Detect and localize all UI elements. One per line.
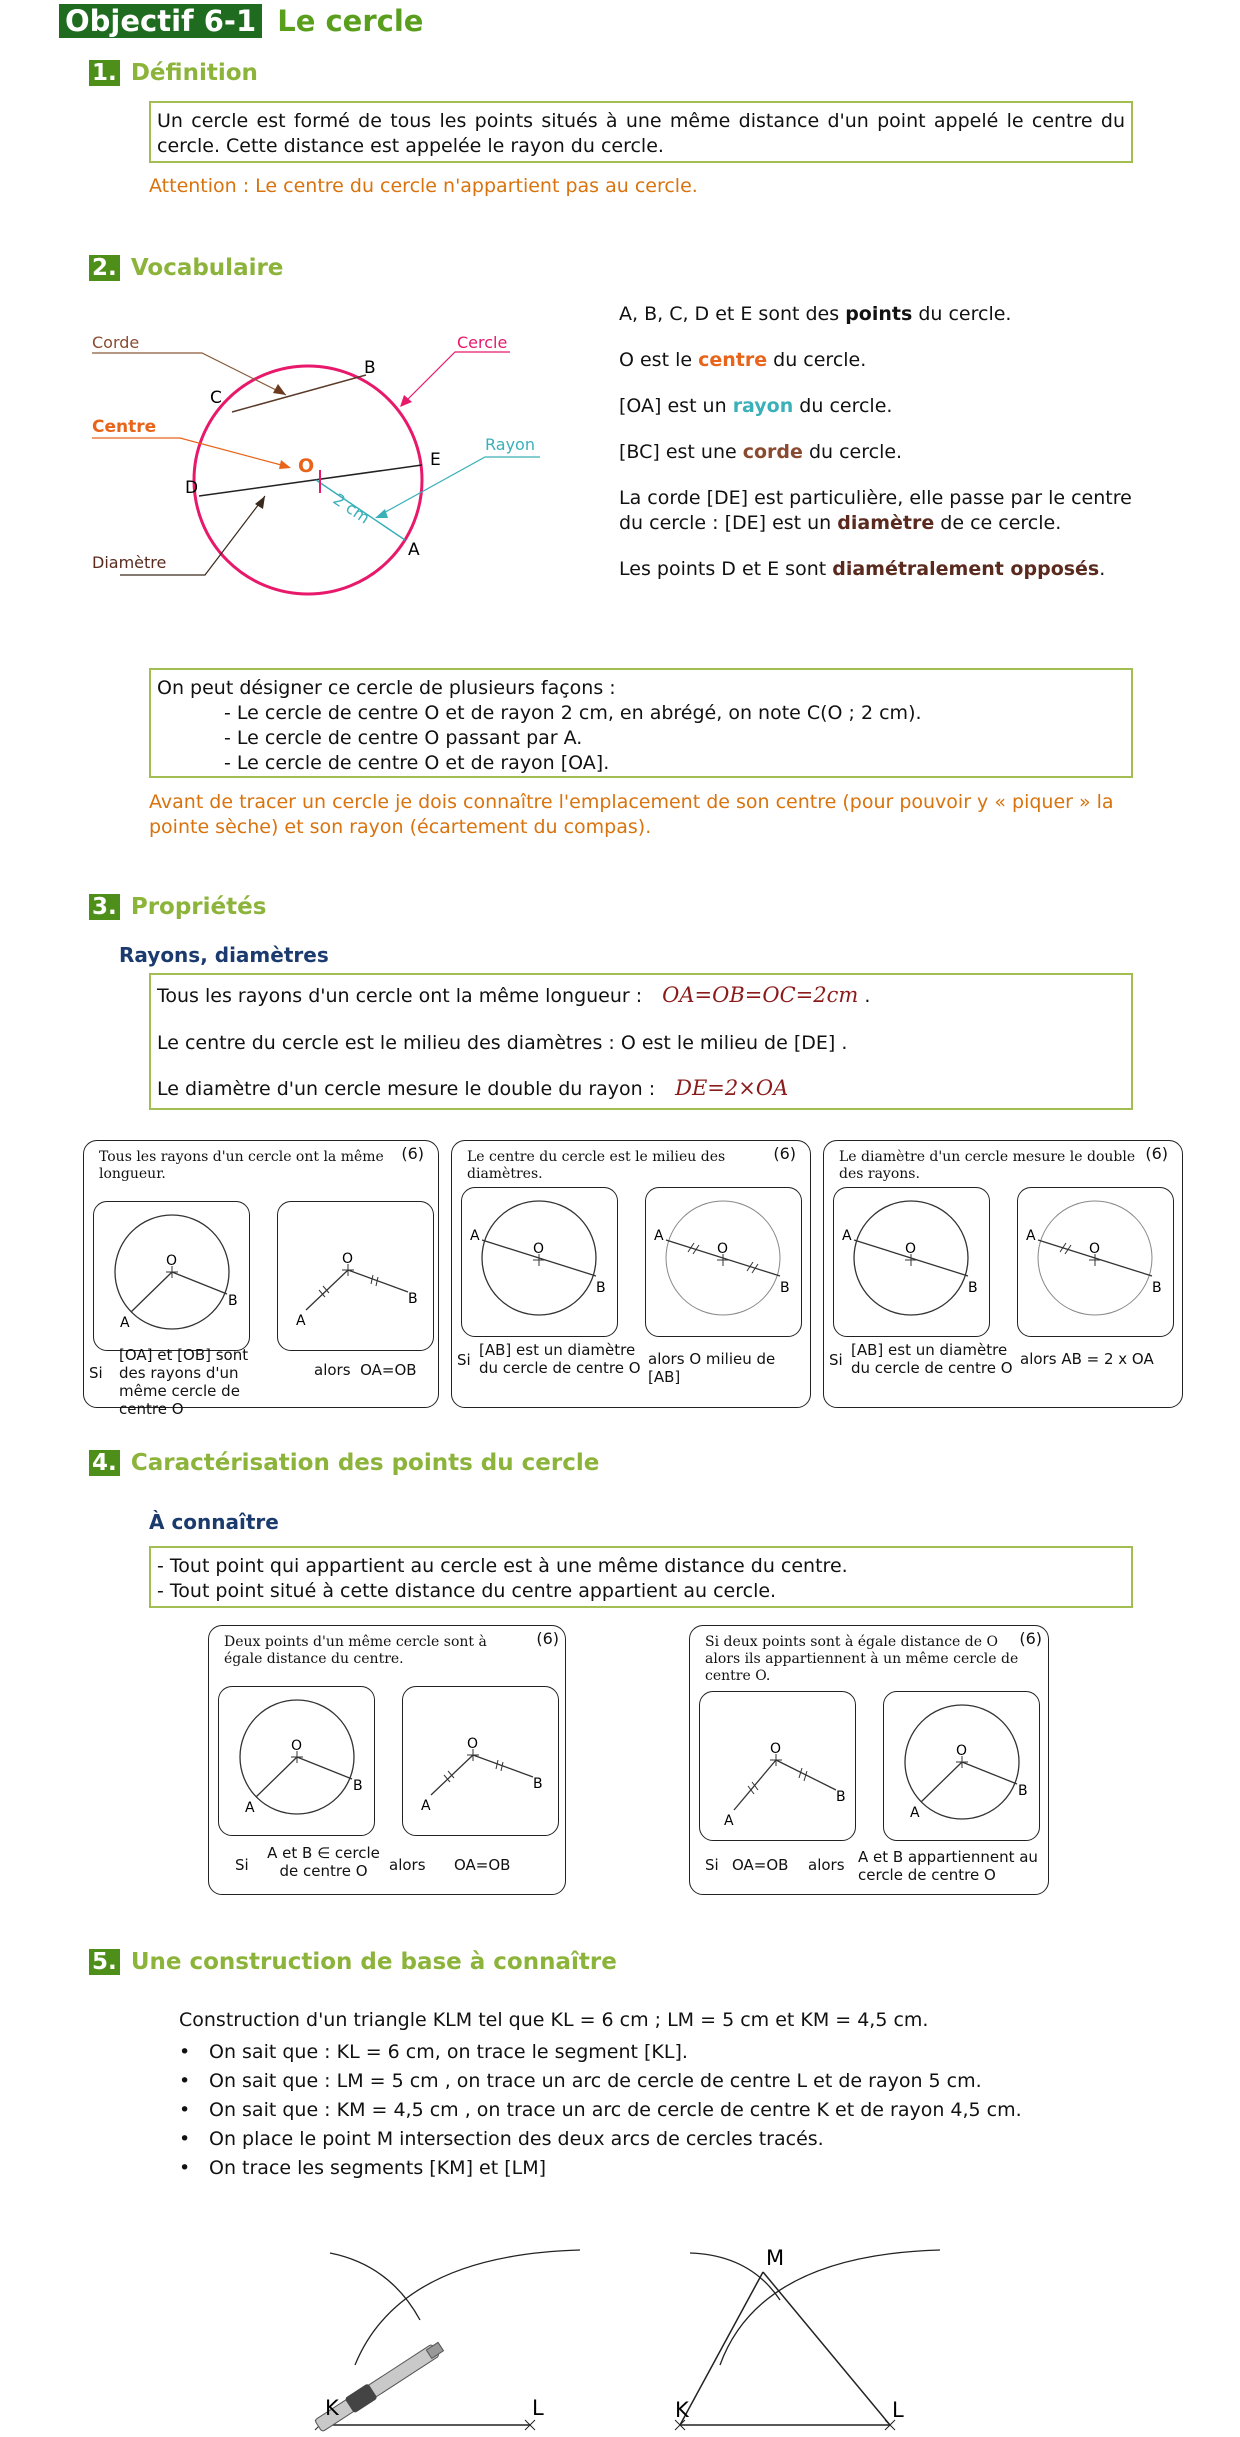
card-caption: Deux points d'un même cercle sont à égale distance du centre. <box>224 1634 487 1667</box>
figure-same-circle <box>218 1686 375 1836</box>
card-si: Si <box>705 1856 719 1874</box>
svg-text:B: B <box>1018 1783 1028 1799</box>
card-si: Si <box>829 1351 843 1369</box>
section-title: Vocabulaire <box>130 255 284 281</box>
svg-text:A: A <box>724 1813 734 1829</box>
card-alors: alors <box>808 1856 845 1874</box>
characterisation-line: - Tout point situé à cette distance du centre appartient au cercle. <box>157 1580 777 1602</box>
definition-note: Attention : Le centre du cercle n'appartient pas au cercle. <box>149 175 698 197</box>
cercle-pointer <box>402 352 510 405</box>
vocab-line: Les points D et E sont diamétralement opposés. <box>619 558 1106 580</box>
svg-text:B: B <box>1152 1280 1162 1296</box>
midpoint-drawing <box>646 1188 800 1335</box>
property-line: Le centre du cercle est le milieu des diamètres : O est le milieu de [DE] . <box>157 1032 848 1054</box>
section-number: 2. <box>89 255 120 281</box>
label-rayon: Rayon <box>485 435 535 454</box>
figure-double <box>1017 1187 1174 1337</box>
svg-text:O: O <box>956 1743 968 1759</box>
point-b: B <box>364 358 376 378</box>
svg-text:B: B <box>533 1776 543 1792</box>
designation-item: - Le cercle de centre O et de rayon 2 cm, en abrégé, on note C(O ; 2 cm). <box>224 702 922 724</box>
vocabulary-list <box>619 302 1139 582</box>
equal-distance-drawing <box>403 1687 557 1834</box>
card-condition: [OA] et [OB] sont des rayons d'un même cercle de centre O <box>119 1346 249 1418</box>
label-corde: Corde <box>92 333 140 352</box>
svg-text:B: B <box>968 1280 978 1296</box>
on-circle-drawing <box>884 1692 1038 1839</box>
svg-text:O: O <box>166 1253 178 1269</box>
point-o: O <box>298 455 315 477</box>
svg-text:A: A <box>245 1800 255 1816</box>
double-drawing <box>1018 1188 1172 1335</box>
copyright-mark: (6) <box>773 1144 796 1163</box>
svg-text:B: B <box>836 1789 846 1805</box>
card-si: Si <box>89 1364 103 1382</box>
card-caption: Si deux points sont à égale distance de O alors ils appartiennent à un même cercle de centre O. <box>705 1634 1019 1684</box>
construction-step: • On trace les segments [KM] et [LM] <box>179 2157 546 2179</box>
figure-equal-distance <box>699 1691 856 1841</box>
point-c: C <box>210 388 222 408</box>
card-caption: Tous les rayons d'un cercle ont la même longueur. <box>99 1149 384 1182</box>
subtitle-rayons: Rayons, diamètres <box>119 943 329 967</box>
properties-box <box>149 973 1133 1110</box>
designation-box <box>149 668 1133 778</box>
label-diametre: Diamètre <box>92 553 167 572</box>
card-result: alors AB = 2 x OA <box>1020 1350 1154 1368</box>
construction-intro: Construction d'un triangle KLM tel que KL = 6 cm ; LM = 5 cm et KM = 4,5 cm. <box>179 2009 929 2031</box>
card-result: OA=OB <box>454 1856 511 1874</box>
svg-text:A: A <box>120 1315 130 1331</box>
label-centre: Centre <box>92 417 157 437</box>
designation-intro: On peut désigner ce cercle de plusieurs façons : <box>157 677 616 699</box>
vocab-line: A, B, C, D et E sont des points du cercle. <box>619 303 1012 325</box>
card-result: alors OA=OB <box>314 1361 417 1379</box>
construction-figure <box>300 2225 960 2437</box>
construction-label: K <box>675 2398 689 2422</box>
point-e: E <box>430 450 441 470</box>
construction-step-triangle <box>675 2246 940 2430</box>
section-title: Caractérisation des points du cercle <box>130 1450 600 1476</box>
figure-midpoint <box>645 1187 802 1337</box>
objective-tag: Objectif 6-1 <box>59 4 262 38</box>
construction-step: • On place le point M intersection des deux arcs de cercles tracés. <box>179 2128 824 2150</box>
svg-text:B: B <box>353 1778 363 1794</box>
card-caption: Le diamètre d'un cercle mesure le double des rayons. <box>839 1149 1136 1182</box>
svg-text:A: A <box>910 1805 920 1821</box>
centre-pointer <box>92 438 285 466</box>
subtitle-a-connaitre: À connaître <box>149 1510 279 1534</box>
vocabulary-figure <box>80 310 600 610</box>
figure-radii-equal <box>277 1201 434 1351</box>
diameter-drawing <box>834 1188 988 1335</box>
centre-arrowhead <box>279 460 291 469</box>
construction-label: K <box>325 2396 339 2420</box>
card-si: Si <box>235 1856 249 1874</box>
svg-text:O: O <box>770 1741 782 1757</box>
radii-circle-drawing <box>94 1202 248 1349</box>
figure-equal-distance <box>402 1686 559 1836</box>
characterisation-line: - Tout point qui appartient au cercle est à une même distance du centre. <box>157 1555 848 1577</box>
construction-label: M <box>766 2246 785 2270</box>
section-4-heading <box>89 1449 599 1478</box>
svg-text:O: O <box>291 1738 303 1754</box>
construction-step: • On sait que : LM = 5 cm , on trace un arc de cercle de centre L et de rayon 5 cm. <box>179 2070 982 2092</box>
copyright-mark: (6) <box>536 1629 559 1648</box>
svg-text:O: O <box>905 1241 917 1257</box>
vocab-line: [OA] est un rayon du cercle. <box>619 395 893 417</box>
circle <box>194 366 422 594</box>
same-circle-drawing <box>219 1687 373 1834</box>
card-condition: [AB] est un diamètre du cercle de centre O <box>479 1341 641 1377</box>
section-title: Définition <box>130 60 258 86</box>
section-number: 1. <box>89 60 120 86</box>
property-line: Tous les rayons d'un cercle ont la même longueur : OA=OB=OC=2cm . <box>157 983 871 1007</box>
property-card-middle <box>451 1140 811 1408</box>
characterisation-card-1 <box>208 1625 566 1895</box>
card-condition: A et B ∈ cercle de centre O <box>267 1844 380 1880</box>
card-result: alors O milieu de [AB] <box>648 1350 776 1386</box>
designation-item: - Le cercle de centre O passant par A. <box>224 727 583 749</box>
construction-label: L <box>892 2398 904 2422</box>
svg-text:A: A <box>842 1228 852 1244</box>
equal-distance-drawing <box>700 1692 854 1839</box>
tracing-note: Avant de tracer un cercle je dois connaître l'emplacement de son centre (pour pouvoir y « piquer » la pointe sèche) et son rayon (écartement du compas). <box>149 791 1114 838</box>
characterisation-box <box>149 1546 1133 1608</box>
formula-radii: OA=OB=OC=2cm <box>662 983 859 1007</box>
rayon-arrowhead <box>375 509 388 518</box>
svg-text:O: O <box>467 1736 479 1752</box>
construction-step: • On sait que : KL = 6 cm, on trace le segment [KL]. <box>179 2041 688 2063</box>
section-number: 5. <box>89 1949 120 1975</box>
svg-text:A: A <box>296 1313 306 1329</box>
svg-text:A: A <box>1026 1228 1036 1244</box>
vocab-line: La corde [DE] est particulière, elle passe par le centre du cercle : [DE] est un diamètre de ce cercle. <box>619 487 1132 534</box>
figure-diameter <box>833 1187 990 1337</box>
construction-step-compass <box>313 2250 580 2434</box>
designation-item: - Le cercle de centre O et de rayon [OA]. <box>224 752 610 774</box>
svg-text:O: O <box>342 1251 354 1267</box>
page-header <box>59 2 423 40</box>
radius-length: 2 cm <box>329 489 374 528</box>
section-number: 4. <box>89 1450 120 1476</box>
card-condition: OA=OB <box>732 1856 789 1874</box>
radii-equal-drawing <box>278 1202 432 1349</box>
construction-steps <box>179 2038 1022 2183</box>
rayon-pointer <box>380 457 540 515</box>
corde-pointer <box>92 353 286 395</box>
copyright-mark: (6) <box>401 1144 424 1163</box>
svg-text:O: O <box>717 1241 729 1257</box>
svg-text:O: O <box>1089 1241 1101 1257</box>
svg-text:O: O <box>533 1241 545 1257</box>
section-1-heading <box>89 59 258 88</box>
section-2-heading <box>89 254 283 283</box>
svg-text:A: A <box>470 1228 480 1244</box>
point-a: A <box>408 540 420 560</box>
card-alors: alors <box>389 1856 426 1874</box>
figure-diameter-middle <box>461 1187 618 1337</box>
section-3-heading <box>89 893 266 922</box>
section-title: Une construction de base à connaître <box>130 1949 617 1975</box>
section-number: 3. <box>89 894 120 920</box>
svg-text:B: B <box>780 1280 790 1296</box>
svg-text:B: B <box>228 1293 238 1309</box>
point-d: D <box>185 478 199 498</box>
svg-text:B: B <box>408 1291 418 1307</box>
diameter-drawing <box>462 1188 616 1335</box>
page-title: Le cercle <box>277 4 424 38</box>
formula-diameter: DE=2×OA <box>675 1076 789 1100</box>
copyright-mark: (6) <box>1145 1144 1168 1163</box>
characterisation-card-2 <box>689 1625 1049 1895</box>
figure-radii-circle <box>93 1201 250 1351</box>
svg-text:A: A <box>421 1798 431 1814</box>
card-caption: Le centre du cercle est le milieu des diamètres. <box>467 1149 726 1182</box>
property-line: Le diamètre d'un cercle mesure le double du rayon : DE=2×OA <box>157 1076 789 1100</box>
section-5-heading <box>89 1948 617 1977</box>
construction-label: L <box>532 2396 544 2420</box>
section-title: Propriétés <box>130 894 267 920</box>
property-card-double <box>823 1140 1183 1408</box>
svg-text:A: A <box>654 1228 664 1244</box>
svg-text:B: B <box>596 1280 606 1296</box>
label-cercle: Cercle <box>457 333 508 352</box>
vocab-line: [BC] est une corde du cercle. <box>619 441 903 463</box>
copyright-mark: (6) <box>1019 1629 1042 1648</box>
figure-on-circle <box>883 1691 1040 1841</box>
card-condition: [AB] est un diamètre du cercle de centre O <box>851 1341 1013 1377</box>
corde-arrowhead <box>273 384 286 395</box>
designation-items <box>157 701 1125 776</box>
definition-box: Un cercle est formé de tous les points situés à une même distance d'un point appelé le centre du cercle. Cette distance est appelée le rayon du cercle. <box>149 101 1133 163</box>
card-result: A et B appartiennent au cercle de centre O <box>858 1848 1038 1884</box>
vocab-line: O est le centre du cercle. <box>619 349 867 371</box>
property-card-radii <box>83 1140 439 1418</box>
construction-step: • On sait que : KM = 4,5 cm , on trace un arc de cercle de centre K et de rayon 4,5 cm. <box>179 2099 1022 2121</box>
card-si: Si <box>457 1351 471 1369</box>
